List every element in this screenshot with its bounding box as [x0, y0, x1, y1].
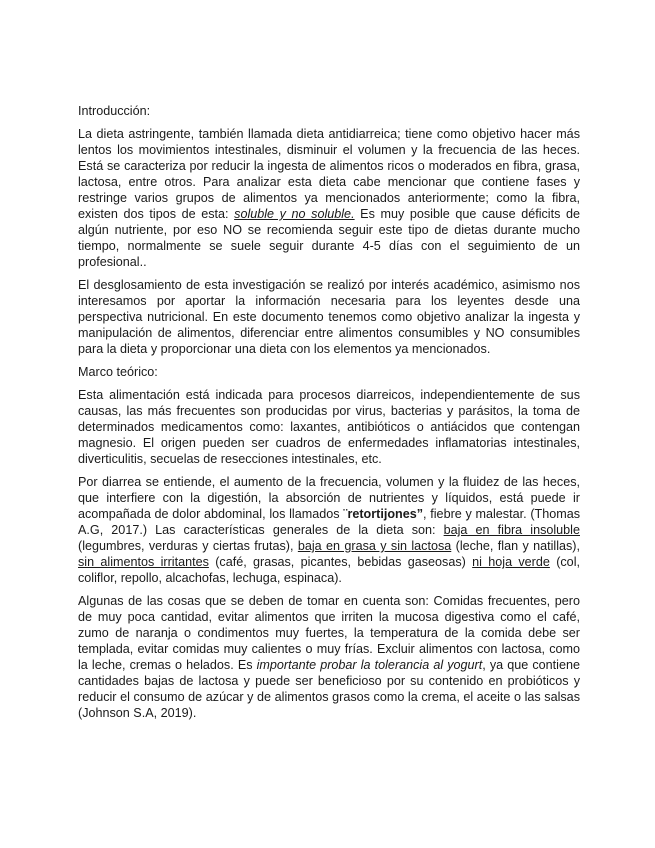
p1-text-end: Es muy posible que cause déficits de algún nutriente, por eso NO se recomienda seguir este tipo de dietas durante mucho tiempo, normalmente se suele seguir durante 4-5 días con el seguimiento de un profesional.. — [78, 207, 581, 269]
retortijones-term: ¨retortijones” — [343, 507, 424, 521]
characteristics-paragraph — [78, 474, 580, 586]
indications-paragraph: Esta alimentación está indicada para procesos diarreicos, independientemente de sus causas, las más frecuentes son producidas por virus, bacterias y parásitos, la toma de determinados medicamentos como: laxantes, antibióticos o antiácidos que contengan magnesio. El origen pueden ser cuadros de enfermedades inflamatorias intestinales, diverticulitis, secuelas de resecciones intestinales, etc. — [78, 388, 580, 466]
no-green-leaf-term: ni hoja verde — [472, 555, 550, 569]
p5-text-a: Algunas de las cosas que se deben de tomar en cuenta son: Comidas frecuentes, pero de muy poca cantidad, evitar alimentos que irriten la mucosa digestiva como el café, zumo de naranja o condimentos muy fuertes, la temperatura de la comida debe ser templada, evitar comidas muy calientes o muy frías. Excluir alimentos con lactosa, como la leche, cremas o helados. Es — [78, 594, 580, 672]
no-irritants-term: sin alimentos irritantes — [78, 555, 209, 569]
low-fat-lactose-free-term: baja en grasa y sin lactosa — [297, 539, 452, 553]
p4-text-a: Por diarrea se entiende, el aumento de la frecuencia, volumen y la fluidez de las heces, que interfiere con la digestión, la absorción de nutrientes y líquidos, está puede ir acompañada de dolor abdominal, los llamados — [78, 475, 580, 521]
p4-text-d: (leche, flan y natillas), — [451, 539, 580, 553]
p4-text-e: (café, grasas, picantes, bebidas gaseosas) — [208, 555, 473, 569]
introduction-paragraph — [78, 126, 580, 270]
p1-text-start: La dieta astringente, también llamada dieta antidiarreica; tiene como objetivo hacer más lentos los movimientos intestinales, disminuir el volumen y la frecuencia de las heces. Está se caracteriza por reducir la ingesta de alimentos ricos o moderados en fibra, grasa, lactosa, entre otros. Para analizar esta dieta cabe mencionar que contiene fases y restringe varios grupos de alimentos ya mencionados anteriormente; como la fibra, existen dos tipos de esta: — [78, 127, 580, 221]
p4-text-b: , fiebre y malestar. (Thomas A.G, 2017.) Las características generales de la dieta son: — [78, 507, 581, 537]
p4-text-c: (legumbres, verduras y ciertas frutas), — [78, 539, 298, 553]
introduction-heading: Introducción: — [78, 104, 151, 118]
theory-heading: Marco teórico: — [78, 365, 158, 379]
objective-paragraph: El desglosamiento de esta investigación se realizó por interés académico, asimismo nos interesamos por aportar la información necesaria para los leyentes desde una perspectiva nutricional. En este documento tenemos como objetivo analizar la ingesta y manipulación de alimentos, diferenciar entre alimentos consumibles y NO consumibles para la dieta y proporcionar una dieta con los elementos ya mencionados. — [78, 278, 580, 356]
low-insoluble-fiber-term: baja en fibra insoluble — [443, 523, 580, 537]
recommendations-paragraph — [78, 593, 580, 721]
p5-text-b: , ya que contiene cantidades bajas de lactosa y puede ser beneficioso por su contenido en probióticos y reducir el consumo de azúcar y de alimentos grasos como la crema, el aceite o las salsas (Johnson S.A, 2019). — [78, 658, 580, 720]
p4-text-f: (col, coliflor, repollo, alcachofas, lechuga, espinaca). — [78, 555, 580, 585]
yogurt-tolerance-phrase: importante probar la tolerancia al yogurt — [256, 658, 483, 672]
fiber-types-link: soluble y no soluble. — [234, 207, 355, 221]
document-page — [78, 103, 580, 728]
